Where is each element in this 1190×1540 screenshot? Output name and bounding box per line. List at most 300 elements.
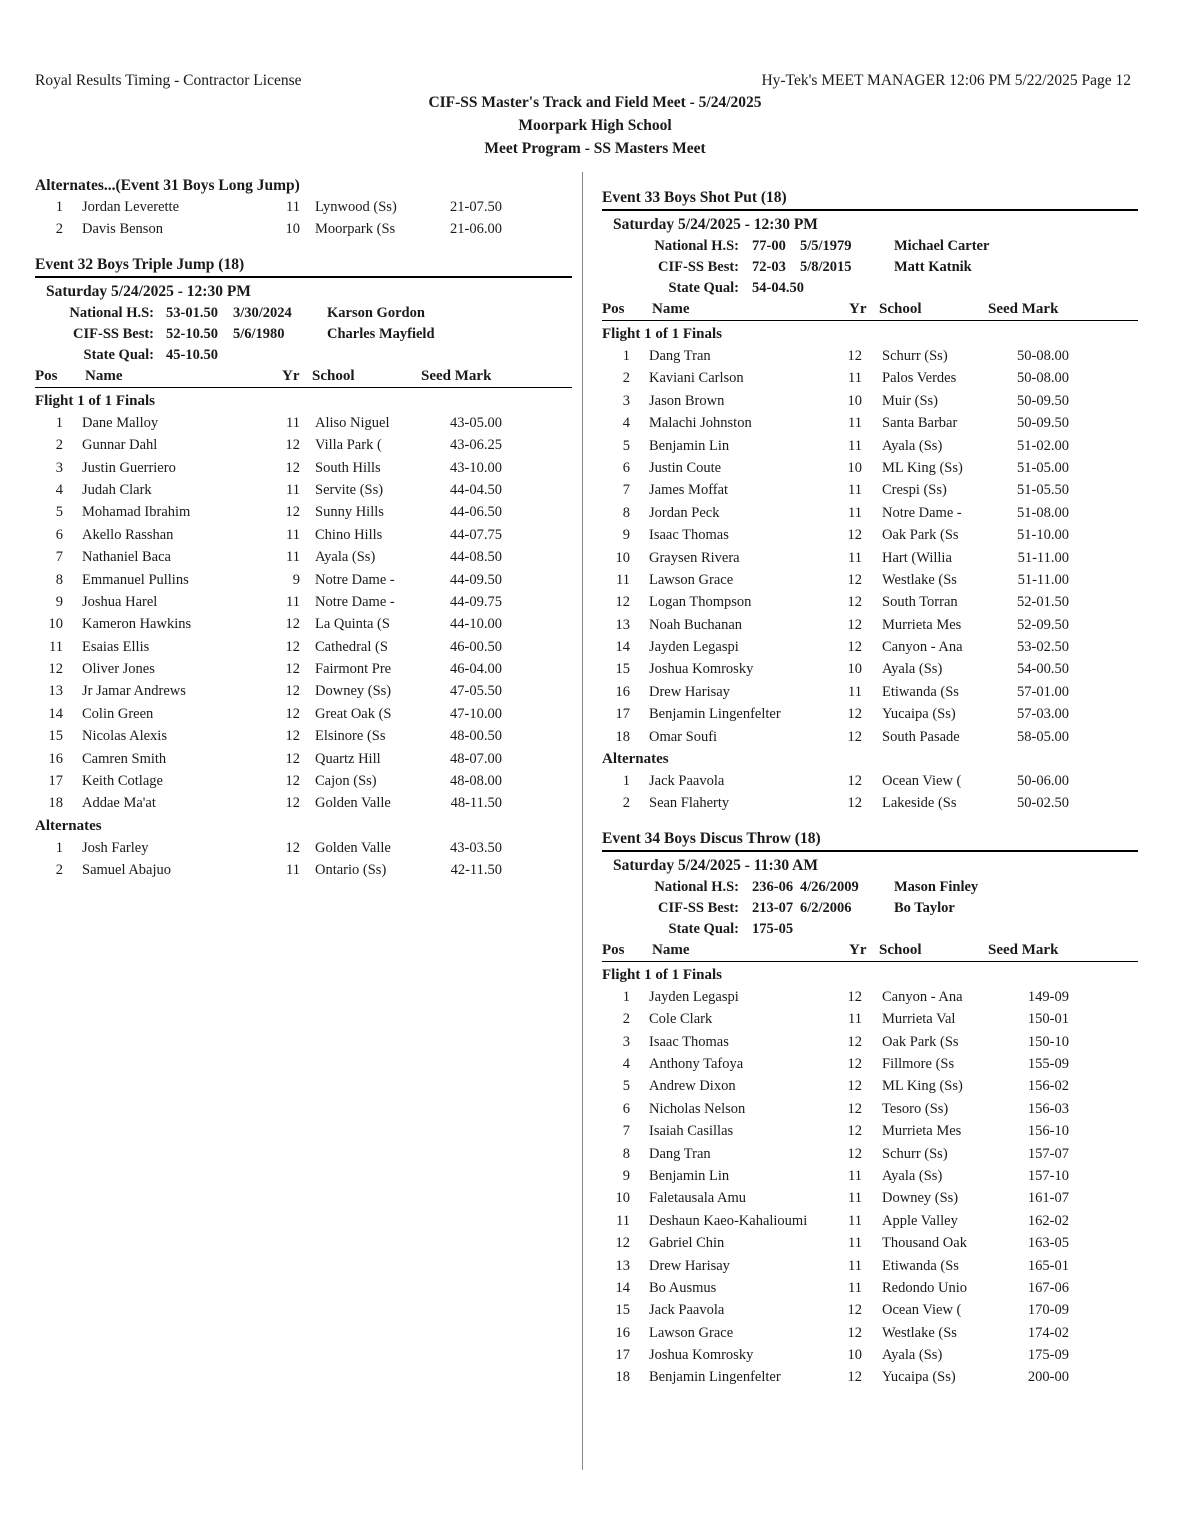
seed-mark-cell: 50-08.00: [1017, 370, 1069, 387]
school-cell: Etiwanda (Ss: [882, 683, 959, 700]
table-row: [602, 479, 1138, 501]
table-row: [35, 479, 572, 501]
school-cell: Murrieta Mes: [882, 616, 962, 633]
meet-title: CIF-SS Master's Track and Field Meet - 5/24/2025: [428, 94, 762, 111]
school-cell: Etiwanda (Ss: [882, 1257, 959, 1274]
athlete-name-cell: Jordan Leverette: [82, 199, 180, 215]
name-header: Name: [85, 367, 123, 384]
seed-mark-cell: 50-08.00: [1017, 348, 1069, 364]
record-label: CIF-SS Best:: [73, 325, 154, 342]
athlete-name-cell: Logan Thompson: [649, 594, 752, 611]
table-row: [602, 1008, 1138, 1030]
athlete-name-cell: Isaac Thomas: [649, 527, 729, 544]
table-row: [35, 591, 572, 613]
column-headers: [602, 299, 1138, 320]
seed-mark-cell: 51-08.00: [1017, 504, 1069, 521]
right-column: [602, 188, 1138, 1389]
position-cell: 9: [622, 1167, 630, 1184]
position-cell: 11: [616, 571, 630, 588]
position-cell: 8: [622, 504, 630, 521]
athlete-name-cell: Nicolas Alexis: [82, 728, 167, 745]
seed-mark-cell: 170-09: [1027, 1302, 1069, 1319]
position-cell: 3: [55, 459, 63, 476]
record-label: National H.S:: [69, 304, 154, 321]
position-cell: 4: [55, 481, 63, 498]
year-cell: 12: [847, 773, 862, 790]
yr-header: Yr: [849, 301, 867, 317]
year-cell: 12: [847, 1324, 862, 1341]
athlete-name-cell: Bo Ausmus: [649, 1279, 717, 1296]
event-34-title: Event 34 Boys Discus Throw (18): [602, 829, 821, 847]
athlete-name-cell: Isaac Thomas: [649, 1033, 729, 1050]
seed-mark-cell: 174-02: [1027, 1324, 1069, 1341]
year-cell: 11: [848, 683, 862, 700]
school-cell: Oak Park (Ss: [882, 1033, 959, 1050]
table-row: [35, 546, 572, 568]
year-cell: 11: [848, 1212, 862, 1229]
alternates-label: Alternates: [602, 751, 669, 768]
table-row: [35, 457, 572, 479]
record-row: [35, 324, 572, 345]
athlete-name-cell: Deshaun Kaeo-Kahalioumi: [649, 1212, 808, 1229]
seed-mark-cell: 58-05.00: [1017, 728, 1069, 745]
position-cell: 18: [615, 728, 630, 745]
table-row: [602, 1277, 1138, 1299]
position-cell: 1: [55, 839, 63, 856]
seed-mark-cell: 48-08.00: [450, 773, 502, 790]
seed-mark-cell: 51-05.50: [1017, 482, 1069, 499]
position-cell: 3: [622, 392, 630, 409]
athlete-name-cell: Dang Tran: [649, 348, 711, 364]
record-row: [602, 877, 1138, 898]
year-cell: 11: [848, 1257, 862, 1274]
athlete-name-cell: Joshua Harel: [82, 593, 158, 610]
pos-header: Pos: [602, 941, 625, 958]
table-row: [602, 1165, 1138, 1187]
seed-mark-cell: 50-09.50: [1017, 415, 1069, 432]
school-cell: Golden Valle: [315, 795, 391, 812]
year-cell: 12: [847, 795, 862, 812]
school-cell: Cajon (Ss): [315, 773, 377, 790]
year-cell: 12: [285, 459, 300, 476]
position-cell: 2: [622, 370, 630, 387]
school-cell: Ocean View (: [882, 1302, 962, 1319]
table-row: [602, 345, 1138, 367]
record-mark: 52-10.50: [166, 325, 218, 342]
athlete-name-cell: Sean Flaherty: [649, 795, 730, 812]
athlete-name-cell: Nicholas Nelson: [649, 1100, 746, 1117]
school-cell: Chino Hills: [315, 526, 383, 543]
athlete-name-cell: Anthony Tafoya: [649, 1055, 744, 1072]
year-cell: 11: [848, 437, 862, 454]
yr-header: Yr: [849, 941, 867, 958]
table-row: [602, 1322, 1138, 1344]
table-row: [602, 412, 1138, 434]
year-cell: 12: [847, 1078, 862, 1095]
athlete-name-cell: Benjamin Lin: [649, 1167, 730, 1184]
athlete-name-cell: Addae Ma'at: [82, 795, 156, 812]
school-cell: Schurr (Ss): [882, 348, 948, 364]
school-cell: Cathedral (S: [315, 638, 388, 655]
school-cell: ML King (Ss): [882, 459, 963, 476]
seed-mark-cell: 52-09.50: [1017, 616, 1069, 633]
position-cell: 2: [622, 795, 630, 812]
school-cell: Yucaipa (Ss): [882, 706, 956, 723]
year-cell: 11: [286, 862, 300, 879]
school-header: School: [879, 301, 922, 317]
school-cell: Santa Barbar: [882, 415, 958, 432]
name-header: Name: [652, 301, 690, 317]
school-cell: ML King (Ss): [882, 1078, 963, 1095]
position-cell: 6: [622, 1100, 630, 1117]
year-cell: 11: [848, 1011, 862, 1028]
year-cell: 12: [847, 1369, 862, 1386]
school-cell: Fairmont Pre: [315, 661, 392, 678]
school-cell: Ontario (Ss): [315, 862, 387, 879]
seed-mark-cell: 156-02: [1027, 1078, 1069, 1095]
seed-mark-cell: 43-10.00: [450, 459, 502, 476]
seed-mark-cell: 50-09.50: [1017, 392, 1069, 409]
table-row: [602, 1053, 1138, 1075]
school-cell: Elsinore (Ss: [315, 728, 386, 745]
school-cell: Notre Dame -: [315, 571, 395, 588]
table-row: [35, 770, 572, 792]
position-cell: 5: [55, 504, 63, 521]
table-row: [602, 524, 1138, 546]
athlete-name-cell: Dang Tran: [649, 1145, 711, 1162]
school-cell: Ocean View (: [882, 773, 962, 790]
school-cell: Ayala (Ss): [882, 437, 943, 454]
year-cell: 12: [285, 661, 300, 678]
position-cell: 12: [48, 661, 63, 678]
year-cell: 10: [847, 1347, 862, 1364]
record-row: [35, 303, 572, 324]
record-mark: 175-05: [752, 920, 794, 937]
seed-mark-cell: 156-03: [1027, 1100, 1069, 1117]
athlete-name-cell: Emmanuel Pullins: [82, 571, 189, 588]
year-cell: 11: [848, 549, 862, 566]
table-row: [602, 726, 1138, 748]
position-cell: 7: [622, 1123, 630, 1140]
athlete-name-cell: Benjamin Lingenfelter: [649, 1369, 781, 1386]
seed-mark-cell: 42-11.50: [450, 862, 502, 879]
table-row: [602, 703, 1138, 725]
record-label: National H.S:: [654, 238, 739, 254]
seed-header: Seed Mark: [421, 367, 492, 384]
seed-mark-cell: 52-01.50: [1017, 594, 1069, 611]
year-cell: 11: [286, 199, 300, 215]
record-mark: 236-06: [752, 878, 794, 895]
record-mark: 72-03: [752, 259, 786, 275]
event-34-date: Saturday 5/24/2025 - 11:30 AM: [613, 856, 818, 874]
header-rule: [35, 387, 572, 388]
yr-header: Yr: [282, 367, 300, 384]
seed-mark-cell: 156-10: [1027, 1123, 1069, 1140]
position-cell: 13: [615, 616, 630, 633]
column-headers: [602, 940, 1138, 961]
year-cell: 12: [285, 839, 300, 856]
position-cell: 17: [615, 706, 630, 723]
position-cell: 5: [622, 437, 630, 454]
position-cell: 1: [622, 988, 630, 1005]
table-row: [602, 1299, 1138, 1321]
table-row: [35, 703, 572, 725]
seed-mark-cell: 44-09.75: [450, 593, 502, 610]
year-cell: 12: [847, 1033, 862, 1050]
year-cell: 12: [847, 706, 862, 723]
athlete-name-cell: Esaias Ellis: [82, 638, 150, 655]
year-cell: 12: [285, 616, 300, 633]
table-row: [602, 986, 1138, 1008]
school-cell: Murrieta Mes: [882, 1123, 962, 1140]
position-cell: 11: [49, 638, 63, 655]
record-date: 3/30/2024: [233, 304, 292, 321]
seed-mark-cell: 43-03.50: [450, 839, 502, 856]
seed-mark-cell: 161-07: [1027, 1190, 1069, 1207]
table-row: [35, 501, 572, 523]
athlete-name-cell: Kameron Hawkins: [82, 616, 192, 633]
record-mark: 213-07: [752, 899, 794, 916]
column-headers: [35, 366, 572, 387]
seed-mark-cell: 157-07: [1027, 1145, 1069, 1162]
athlete-name-cell: Lawson Grace: [649, 1324, 734, 1341]
name-header: Name: [652, 941, 690, 958]
athlete-name-cell: Judah Clark: [82, 481, 152, 498]
position-cell: 18: [615, 1369, 630, 1386]
year-cell: 12: [847, 1123, 862, 1140]
seed-mark-cell: 57-01.00: [1017, 683, 1069, 700]
header-rule: [602, 320, 1138, 321]
table-row: [35, 792, 572, 814]
alternates-label: Alternates: [35, 817, 102, 834]
table-row: [35, 613, 572, 635]
position-cell: 1: [55, 199, 63, 215]
seed-mark-cell: 53-02.50: [1017, 639, 1069, 656]
event-rule: [35, 276, 572, 278]
position-cell: 14: [48, 705, 63, 722]
position-cell: 3: [622, 1033, 630, 1050]
year-cell: 12: [285, 728, 300, 745]
spacer: [35, 241, 572, 255]
year-cell: 10: [847, 392, 862, 409]
athlete-name-cell: Lawson Grace: [649, 571, 734, 588]
record-date: 5/8/2015: [800, 259, 852, 275]
school-cell: Hart (Willia: [882, 549, 952, 566]
position-cell: 1: [622, 773, 630, 790]
year-cell: 11: [286, 593, 300, 610]
athlete-name-cell: Colin Green: [82, 705, 154, 722]
position-cell: 2: [55, 221, 63, 238]
seed-mark-cell: 51-11.00: [1017, 549, 1069, 566]
alternates-event31-title: Alternates...(Event 31 Boys Long Jump): [35, 177, 300, 194]
alternate-row: [602, 770, 1138, 792]
meet-program-title: Meet Program - SS Masters Meet: [484, 140, 706, 157]
table-row: [35, 434, 572, 456]
event-33-date: Saturday 5/24/2025 - 12:30 PM: [613, 216, 818, 233]
athlete-name-cell: Omar Soufi: [649, 728, 718, 745]
athlete-name-cell: Benjamin Lin: [649, 437, 730, 454]
position-cell: 7: [55, 549, 63, 566]
seed-mark-cell: 155-09: [1027, 1055, 1069, 1072]
seed-mark-cell: 150-01: [1027, 1011, 1069, 1028]
school-cell: Moorpark (Ss: [315, 221, 396, 238]
seed-mark-cell: 200-00: [1027, 1369, 1069, 1386]
record-holder: Michael Carter: [894, 238, 990, 254]
year-cell: 10: [285, 221, 300, 238]
school-cell: Thousand Oak: [882, 1235, 967, 1252]
record-label: State Qual:: [668, 920, 739, 937]
athlete-name-cell: Jack Paavola: [649, 1302, 725, 1319]
seed-mark-cell: 44-08.50: [450, 549, 502, 566]
position-cell: 11: [616, 1212, 630, 1229]
year-cell: 11: [848, 1190, 862, 1207]
year-cell: 12: [847, 348, 862, 364]
table-row: [602, 390, 1138, 412]
year-cell: 12: [847, 1100, 862, 1117]
position-cell: 12: [615, 1235, 630, 1252]
position-cell: 15: [615, 1302, 630, 1319]
record-mark: 54-04.50: [752, 280, 804, 296]
alternate-row: [35, 218, 572, 240]
record-holder: Mason Finley: [894, 878, 979, 895]
alternate-row: [35, 196, 572, 218]
alternate-row: [35, 859, 572, 881]
record-row: [602, 278, 1138, 299]
position-cell: 16: [615, 683, 630, 700]
seed-mark-cell: 44-04.50: [450, 481, 502, 498]
record-row: [35, 345, 572, 366]
athlete-name-cell: Benjamin Lingenfelter: [649, 706, 781, 723]
school-cell: Oak Park (Ss: [882, 527, 959, 544]
table-row: [602, 1075, 1138, 1097]
position-cell: 7: [622, 482, 630, 499]
school-cell: Ayala (Ss): [882, 1167, 943, 1184]
record-date: 5/5/1979: [800, 238, 852, 254]
school-cell: Aliso Niguel: [315, 414, 390, 431]
position-cell: 13: [615, 1257, 630, 1274]
year-cell: 12: [285, 504, 300, 521]
school-cell: Canyon - Ana: [882, 988, 963, 1005]
record-label: CIF-SS Best:: [658, 899, 739, 916]
year-cell: 12: [285, 638, 300, 655]
athlete-name-cell: Keith Cotlage: [82, 773, 163, 790]
school-cell: Redondo Unio: [882, 1279, 967, 1296]
seed-mark-cell: 50-02.50: [1017, 795, 1069, 812]
athlete-name-cell: Josh Farley: [82, 839, 149, 856]
pos-header: Pos: [602, 301, 625, 317]
school-cell: Murrieta Val: [882, 1011, 956, 1028]
position-cell: 17: [48, 773, 63, 790]
seed-mark-cell: 162-02: [1027, 1212, 1069, 1229]
alternate-row: [35, 837, 572, 859]
table-row: [602, 569, 1138, 591]
table-row: [602, 502, 1138, 524]
record-mark: 45-10.50: [166, 346, 218, 363]
seed-mark-cell: 43-06.25: [450, 437, 502, 454]
position-cell: 5: [622, 1078, 630, 1095]
table-row: [602, 1210, 1138, 1232]
athlete-name-cell: Dane Malloy: [82, 414, 159, 431]
athlete-name-cell: Jack Paavola: [649, 773, 725, 790]
table-row: [602, 1120, 1138, 1142]
seed-header: Seed Mark: [988, 301, 1059, 317]
position-cell: 8: [622, 1145, 630, 1162]
position-cell: 18: [48, 795, 63, 812]
position-cell: 15: [615, 661, 630, 678]
seed-mark-cell: 47-05.50: [450, 683, 502, 700]
table-row: [35, 636, 572, 658]
athlete-name-cell: Justin Coute: [649, 459, 722, 476]
record-label: CIF-SS Best:: [658, 259, 739, 275]
column-divider: [582, 172, 583, 1470]
record-holder: Karson Gordon: [327, 304, 425, 321]
school-cell: Yucaipa (Ss): [882, 1369, 956, 1386]
athlete-name-cell: Andrew Dixon: [649, 1078, 736, 1095]
athlete-name-cell: Faletausala Amu: [649, 1190, 747, 1207]
seed-mark-cell: 44-07.75: [450, 526, 502, 543]
school-cell: Downey (Ss): [882, 1190, 959, 1207]
school-cell: Golden Valle: [315, 839, 391, 856]
event-32-date: Saturday 5/24/2025 - 12:30 PM: [46, 282, 251, 300]
year-cell: 9: [292, 571, 300, 588]
seed-mark-cell: 21-06.00: [450, 221, 502, 238]
year-cell: 11: [286, 481, 300, 498]
position-cell: 2: [55, 437, 63, 454]
event-33-title: Event 33 Boys Shot Put (18): [602, 189, 787, 206]
position-cell: 1: [622, 348, 630, 364]
school-header: School: [879, 941, 922, 958]
seed-mark-cell: 44-06.50: [450, 504, 502, 521]
school-cell: Sunny Hills: [315, 504, 384, 521]
record-mark: 77-00: [752, 238, 786, 254]
year-cell: 12: [847, 616, 862, 633]
athlete-name-cell: Gabriel Chin: [649, 1235, 725, 1252]
seed-mark-cell: 48-00.50: [450, 728, 502, 745]
year-cell: 10: [847, 661, 862, 678]
athlete-name-cell: Jordan Peck: [649, 504, 720, 521]
athlete-name-cell: James Moffat: [649, 482, 729, 499]
school-cell: Crespi (Ss): [882, 482, 947, 499]
event-rule: [602, 209, 1138, 211]
school-cell: Lynwood (Ss): [315, 199, 397, 215]
position-cell: 15: [48, 728, 63, 745]
year-cell: 12: [285, 437, 300, 454]
table-row: [602, 547, 1138, 569]
seed-mark-cell: 51-11.00: [1017, 571, 1069, 588]
record-holder: Bo Taylor: [894, 899, 955, 916]
left-column: [35, 176, 572, 882]
position-cell: 4: [622, 415, 630, 432]
year-cell: 12: [847, 728, 862, 745]
school-cell: Quartz Hill: [315, 750, 381, 767]
year-cell: 11: [286, 526, 300, 543]
seed-mark-cell: 50-06.00: [1017, 773, 1069, 790]
year-cell: 12: [285, 705, 300, 722]
year-cell: 11: [848, 504, 862, 521]
school-cell: Lakeside (Ss: [882, 795, 957, 812]
year-cell: 11: [848, 370, 862, 387]
school-cell: Ayala (Ss): [315, 549, 376, 566]
year-cell: 12: [285, 795, 300, 812]
seed-mark-cell: 51-10.00: [1017, 527, 1069, 544]
table-row: [35, 524, 572, 546]
year-cell: 12: [847, 988, 862, 1005]
table-row: [35, 680, 572, 702]
table-row: [35, 725, 572, 747]
athlete-name-cell: Cole Clark: [649, 1011, 713, 1028]
athlete-name-cell: Joshua Komrosky: [649, 1347, 754, 1364]
year-cell: 12: [847, 571, 862, 588]
